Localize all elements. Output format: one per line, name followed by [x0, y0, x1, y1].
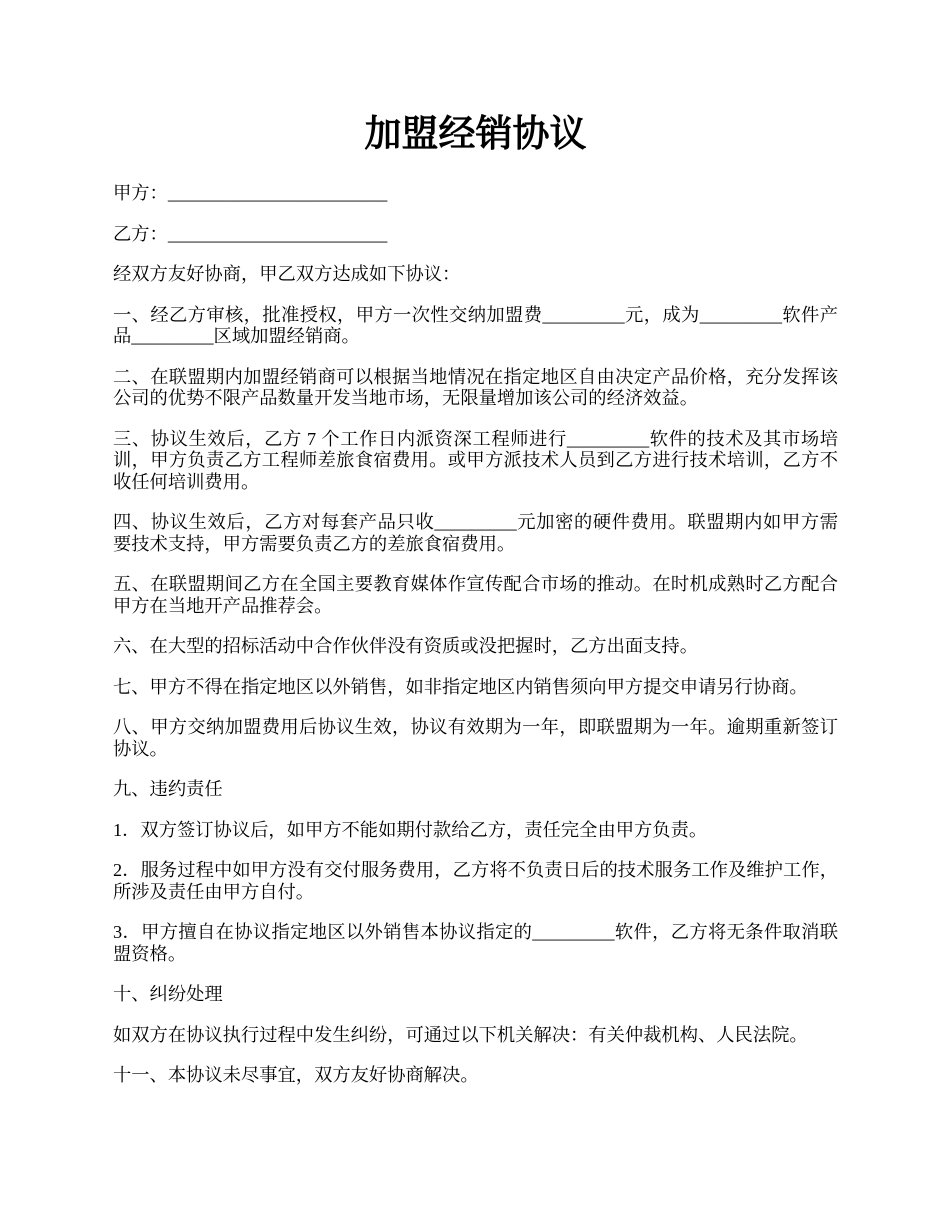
text-line: 三、协议生效后，乙方 7 个工作日内派资深工程师进行_________软件的技术及其市场培: [113, 428, 838, 449]
liability-item-3: [113, 922, 838, 965]
clause-6: [113, 636, 838, 658]
text-line: 2．服务过程中如甲方没有交付服务费用，乙方将不负责日后的技术服务工作及维护工作，: [113, 860, 838, 880]
paragraph-preamble: [113, 264, 838, 286]
clause-11: [113, 1065, 838, 1087]
text-line: 一、经乙方审核，批准授权，甲方一次性交纳加盟费_________元，成为_________软件产: [113, 304, 838, 325]
clause-3: [113, 429, 838, 494]
clause-8: [113, 717, 838, 760]
text-line: 二、在联盟期内加盟经销商可以根据当地情况在指定地区自由决定产品价格，充分发挥该: [113, 366, 838, 387]
document-title: 加盟经销协议: [364, 114, 587, 155]
text-line: 如双方在协议执行过程中发生纠纷，可通过以下机关解决：有关仲裁机构、人民法院。: [113, 1024, 808, 1045]
text-line: 要技术支持，甲方需要负责乙方的差旅食宿费用。: [113, 533, 516, 554]
text-line: 八、甲方交纳加盟费用后协议生效，协议有效期为一年，即联盟期为一年。逾期重新签订: [113, 717, 838, 737]
section-heading-liability: [113, 779, 838, 801]
text-line: 七、甲方不得在指定地区以外销售，如非指定地区内销售须向甲方提交申请另行协商。: [113, 676, 808, 697]
document-body: [113, 113, 838, 1106]
text-line: 品_________区域加盟经销商。: [113, 326, 360, 346]
text-line: 训，甲方负责乙方工程师差旅食宿费用。或甲方派技术人员到乙方进行技术培训，乙方不: [113, 450, 838, 470]
text-line: 九、违约责任: [113, 779, 223, 799]
section-heading-disputes: [113, 984, 838, 1006]
clause-7: [113, 677, 838, 699]
paragraph-party-b: [113, 224, 838, 246]
clause-2: [113, 367, 838, 410]
text-line: 盟资格。: [113, 943, 187, 964]
text-line: 十一、本协议未尽事宜，双方友好协商解决。: [113, 1065, 479, 1085]
text-line: 所涉及责任由甲方自付。: [113, 881, 315, 902]
text-line: 五、在联盟期间乙方在全国主要教育媒体作宣传配合市场的推动。在时机成熟时乙方配合: [113, 574, 838, 594]
text-line: 六、在大型的招标活动中合作伙伴没有资质或没把握时，乙方出面支持。: [113, 636, 698, 656]
text-line: 1．双方签订协议后，如甲方不能如期付款给乙方，责任完全由甲方负责。: [113, 819, 708, 840]
clause-1: [113, 305, 838, 348]
text-line: 收任何培训费用。: [113, 471, 260, 492]
text-line: 公司的优势不限产品数量开发当地市场，无限量增加该公司的经济效益。: [113, 388, 698, 408]
liability-item-1: [113, 820, 838, 842]
text-line: 协议。: [113, 738, 168, 759]
paragraph-party-a: [113, 183, 838, 205]
clause-5: [113, 574, 838, 617]
text-line: 四、协议生效后，乙方对每套产品只收_________元加密的硬件费用。联盟期内如甲方需: [113, 512, 838, 532]
liability-item-2: [113, 860, 838, 903]
text-line: 乙方：________________________: [113, 223, 388, 244]
text-line: 十、纠纷处理: [113, 984, 223, 1004]
text-line: 甲方在当地开产品推荐会。: [113, 595, 333, 616]
text-line: 3．甲方擅自在协议指定地区以外销售本协议指定的_________软件，乙方将无条件取消联: [113, 922, 838, 942]
text-line: 甲方：________________________: [113, 183, 388, 203]
text-line: 经双方友好协商，甲乙双方达成如下协议：: [113, 264, 461, 284]
clause-4: [113, 512, 838, 555]
disputes-text: [113, 1025, 838, 1047]
